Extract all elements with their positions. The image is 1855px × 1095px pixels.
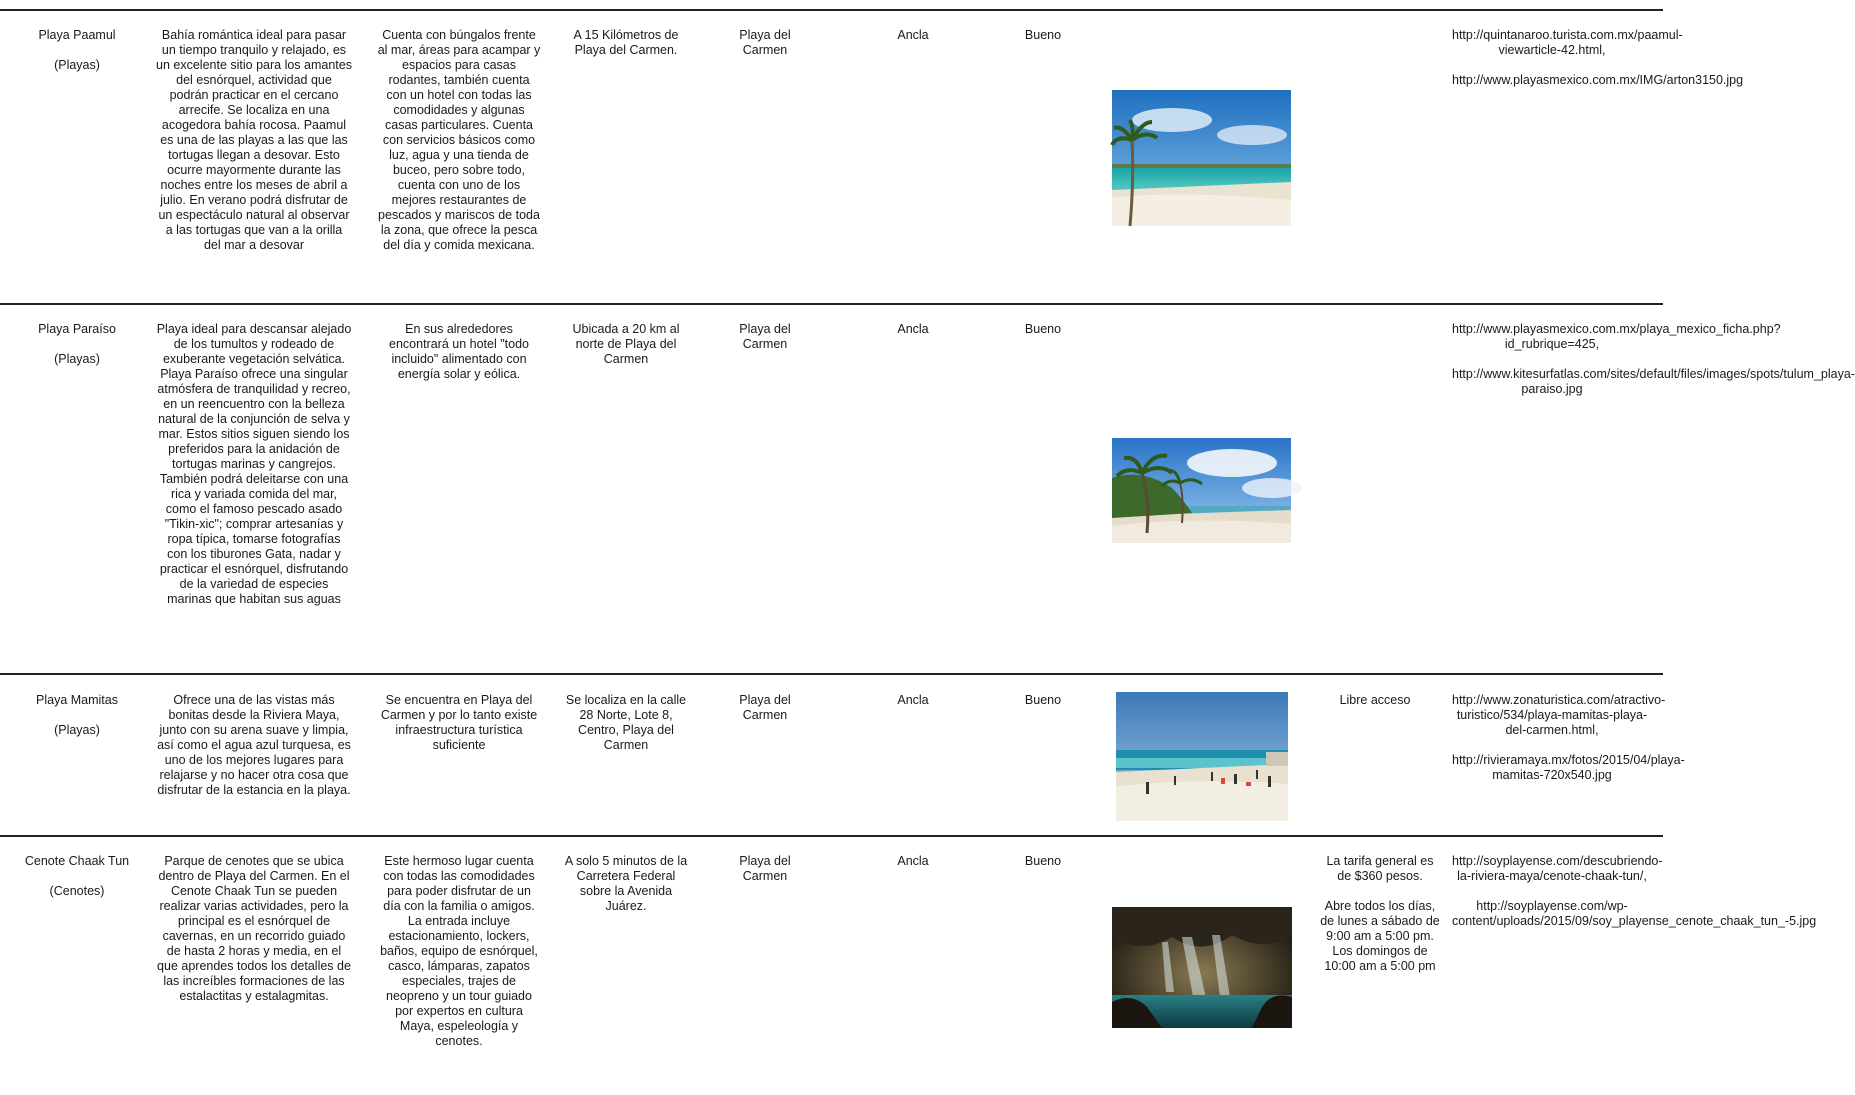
- rating-cell: Bueno: [1024, 693, 1062, 707]
- place-category: (Playas): [54, 352, 100, 366]
- location-cell: A solo 5 minutos de la Carretera Federal sobre la Avenida Juárez.: [564, 854, 688, 913]
- links-cell: [1452, 854, 1817, 929]
- links-cell: [1452, 693, 1685, 783]
- place-name-cell: [20, 28, 134, 73]
- palm-beach-photo: [1112, 438, 1291, 543]
- row-divider: [0, 303, 1663, 305]
- place-name: Playa Paraíso: [38, 322, 116, 336]
- crowded-beach-photo: [1116, 692, 1288, 821]
- place-category: (Playas): [54, 58, 100, 72]
- image-link[interactable]: http://soyplayense.com/wp-content/uploads/2015/09/soy_playense_cenote_chaak_tun_-5.jpg: [1452, 899, 1817, 928]
- place-name-cell: [20, 322, 134, 367]
- cenote-cave-photo: [1112, 907, 1292, 1028]
- location-cell: Ubicada a 20 km al norte de Playa del Carmen: [572, 322, 680, 366]
- city-cell: Playa del Carmen: [739, 693, 791, 722]
- place-category: (Playas): [54, 723, 100, 737]
- source-link[interactable]: http://www.zonaturistica.com/atractivo-turistico/534/playa-mamitas-playa-del-carmen.html,: [1452, 693, 1666, 737]
- schedule-text: Abre todos los días, de lunes a sábado de 9:00 am a 5:00 pm. Los domingos de 10:00 am a 5:00 pm: [1320, 899, 1440, 973]
- cost-cell: [1312, 693, 1438, 708]
- description-cell: Bahía romántica ideal para pasar un tiempo tranquilo y relajado, es un excelente sitio para los amantes del esnórquel, actividad que podrán practicar en el cercano arrecife. Se localiza en una acogedora bahía rocosa. Paamul es una de las playas a las que las tortugas llegan a desovar. Esto ocurre mayormente durante las noches entre los meses de abril a julio. En verano podrá disfrutar de un espectáculo natural al observar a las tortugas que van a la orilla del mar a desovar: [156, 28, 352, 252]
- location-cell: Se localiza en la calle 28 Norte, Lote 8, Centro, Playa del Carmen: [565, 693, 687, 752]
- place-category: (Cenotes): [49, 884, 105, 898]
- source-link[interactable]: http://www.playasmexico.com.mx/playa_mexico_ficha.php?id_rubrique=425,: [1452, 322, 1781, 351]
- type-cell: Ancla: [897, 28, 929, 42]
- image-link[interactable]: http://www.playasmexico.com.mx/IMG/arton3150.jpg: [1452, 73, 1744, 87]
- place-name: Cenote Chaak Tun: [24, 854, 130, 868]
- source-link[interactable]: http://soyplayense.com/descubriendo-la-riviera-maya/cenote-chaak-tun/,: [1452, 854, 1663, 883]
- rating-cell: Bueno: [1024, 322, 1062, 336]
- description-cell: Playa ideal para descansar alejado de los tumultos y rodeado de exuberante vegetación selvática. Playa Paraíso ofrece una singular atmósfera de tranquilidad y recreo, en un reencuentro con la belleza natural de la conjunción de selva y mar. Estos sitios siguen siendo los preferidos para la anidación de tortugas marinas y cangrejos. También podrá deleitarse con una rica y variada comida del mar, como el famoso pescado asado "Tikin-xic"; comprar artesanías y ropa típica, tomarse fotografías con los tiburones Gata, nadar y practicar el esnórquel, disfrutando de la variedad de especies marinas que habitan sus aguas: [156, 322, 352, 606]
- links-cell: [1452, 322, 1855, 397]
- place-name-cell: [20, 693, 134, 738]
- city-cell: Playa del Carmen: [739, 854, 791, 883]
- source-link[interactable]: http://quintanaroo.turista.com.mx/paamul-viewarticle-42.html,: [1452, 28, 1683, 57]
- cost-text: Libre acceso: [1339, 693, 1411, 707]
- rating-cell: Bueno: [1024, 854, 1062, 868]
- city-cell: Playa del Carmen: [739, 28, 791, 57]
- cost-text: La tarifa general es de $360 pesos.: [1326, 854, 1434, 883]
- beach-photo: [1112, 90, 1291, 226]
- row-divider: [0, 835, 1663, 837]
- image-link[interactable]: http://rivieramaya.mx/fotos/2015/04/playa-mamitas-720x540.jpg: [1452, 753, 1685, 782]
- cost-cell: [1318, 854, 1442, 974]
- services-cell: Este hermoso lugar cuenta con todas las comodidades para poder disfrutar de un día con la familia o amigos. La entrada incluye estacionamiento, lockers, baños, equipo de esnórquel, casco, lámparas, zapatos especiales, trajes de neopreno y un tour guiado por expertos en cultura Maya, espeleología y cenotes.: [380, 854, 538, 1048]
- type-cell: Ancla: [897, 854, 929, 868]
- services-cell: En sus alrededores encontrará un hotel "todo incluido" alimentado con energía solar y eólica.: [389, 322, 529, 381]
- location-cell: A 15 Kilómetros de Playa del Carmen.: [573, 28, 679, 57]
- description-cell: Parque de cenotes que se ubica dentro de Playa del Carmen. En el Cenote Chaak Tun se pueden realizar varias actividades, pero la principal es el esnórquel de cavernas, en un recorrido guiado de hasta 2 horas y media, en el que aprendes todos los detalles de las increíbles formaciones de las estalactitas y estalagmitas.: [157, 854, 351, 1003]
- services-cell: Se encuentra en Playa del Carmen y por lo tanto existe infraestructura turística suficiente: [380, 693, 538, 752]
- rating-cell: Bueno: [1024, 28, 1062, 42]
- image-link[interactable]: http://www.kitesurfatlas.com/sites/default/files/images/spots/tulum_playa-paraiso.jpg: [1452, 367, 1855, 396]
- place-name: Playa Mamitas: [36, 693, 118, 707]
- services-cell: Cuenta con búngalos frente al mar, áreas para acampar y espacios para casas rodantes, también cuenta con un hotel con todas las comodidades y algunas casas particulares. Cuenta con servicios básicos como luz, agua y una tienda de buceo, pero sobre todo, cuenta con uno de los mejores restaurantes de pescados y mariscos de toda la zona, que ofrece la pesca del día y comida mexicana.: [377, 28, 541, 252]
- place-name: Playa Paamul: [38, 28, 116, 42]
- row-divider: [0, 673, 1663, 675]
- city-cell: Playa del Carmen: [739, 322, 791, 351]
- description-cell: Ofrece una de las vistas más bonitas desde la Riviera Maya, junto con su arena suave y limpia, así como el agua azul turquesa, es uno de los mejores lugares para relajarse y no hacer otra cosa que disfrutar de la estancia en la playa.: [157, 693, 351, 797]
- type-cell: Ancla: [897, 322, 929, 336]
- links-cell: [1452, 28, 1744, 88]
- place-name-cell: [20, 854, 134, 899]
- type-cell: Ancla: [897, 693, 929, 707]
- row-divider: [0, 9, 1663, 11]
